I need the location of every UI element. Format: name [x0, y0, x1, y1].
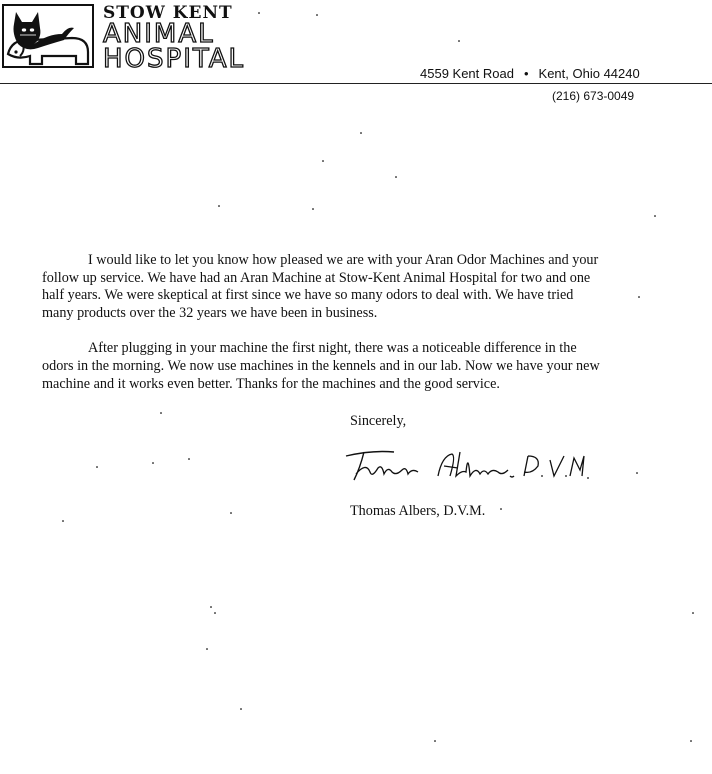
cat-dog-logo-icon [2, 4, 94, 68]
scan-speck [312, 208, 314, 210]
brand-name-hospital: HOSPITAL [103, 44, 246, 74]
city-state-zip: Kent, Ohio 44240 [538, 66, 640, 81]
scan-speck [322, 160, 324, 162]
signer-name: Thomas Albers, D.V.M. [350, 503, 486, 519]
scan-speck [230, 512, 232, 514]
scan-speck [360, 132, 362, 134]
scan-speck [214, 612, 216, 614]
scan-speck [458, 40, 460, 42]
header-divider [0, 83, 712, 84]
address-bullet: • [523, 66, 529, 81]
scan-speck [692, 612, 694, 614]
scan-speck [500, 508, 502, 510]
scan-speck [218, 205, 220, 207]
scan-speck [240, 708, 242, 710]
paragraph-2: After plugging in your machine the first night, there was a noticeable difference in the odors in the morning. We now use machines in the kennels and in our lab. Now we have your new machine and it works even better. Thanks for the machines and the good service. [42, 340, 600, 392]
letter-body [42, 252, 604, 393]
phone-number: (216) 673-0049 [552, 89, 635, 103]
address-line [420, 66, 646, 81]
scan-speck [638, 296, 640, 298]
scan-speck [654, 215, 656, 217]
scan-speck [690, 740, 692, 742]
scan-speck [152, 462, 154, 464]
scan-speck [636, 472, 638, 474]
scan-speck [210, 606, 212, 608]
scan-speck [206, 648, 208, 650]
scan-speck [160, 412, 162, 414]
scan-speck [434, 740, 436, 742]
scan-speck [258, 12, 260, 14]
scan-speck [62, 520, 64, 522]
hospital-name [103, 4, 245, 72]
scan-speck [316, 14, 318, 16]
closing-salutation: Sincerely, [350, 413, 407, 429]
paragraph-1: I would like to let you know how pleased we are with your Aran Odor Machines and your follow up service. We have had an Aran Machine at Stow-Kent Animal Hospital for two and one half years. We were skeptical at first since we have so many odors to deal with. We have tried many products over the 32 years we have been in business. [42, 252, 599, 321]
handwritten-signature [342, 446, 592, 490]
scan-speck [96, 466, 98, 468]
scan-speck [188, 458, 190, 460]
brand-name-top: STOW KENT [103, 3, 233, 23]
brand-name-animal: ANIMAL [103, 19, 215, 49]
street-address: 4559 Kent Road [420, 66, 514, 81]
scan-speck [395, 176, 397, 178]
